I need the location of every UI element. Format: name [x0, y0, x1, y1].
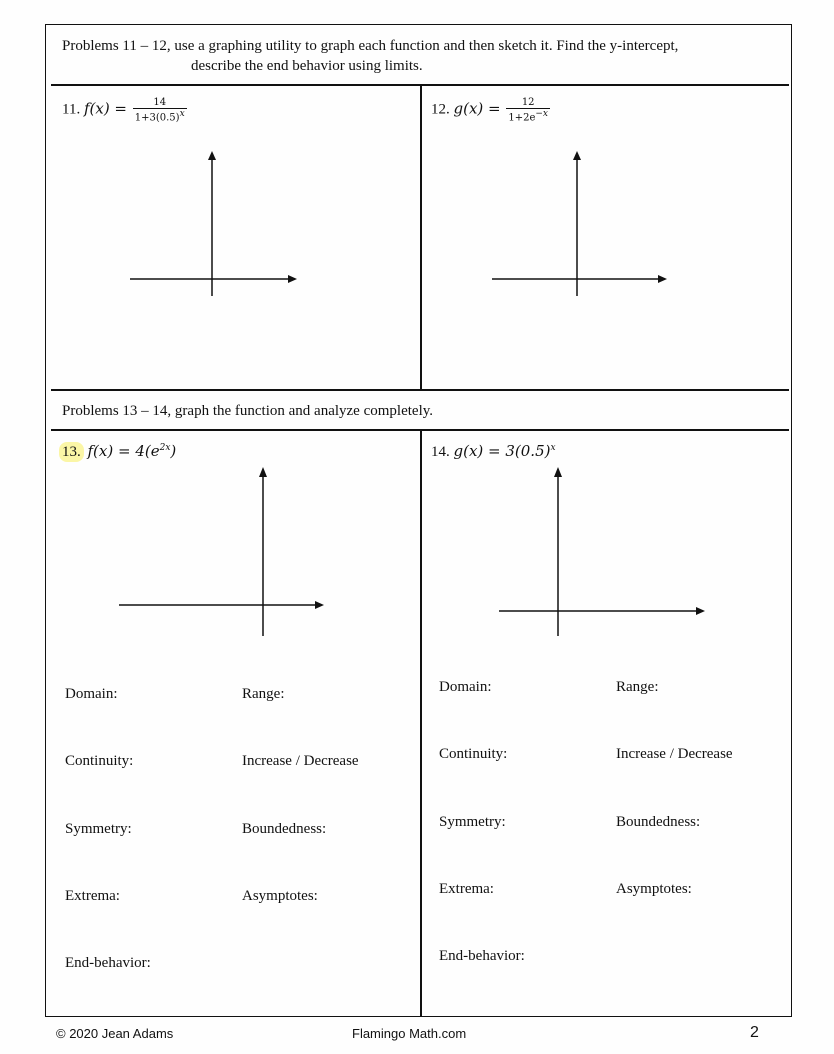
divider-vertical-upper: [420, 85, 422, 390]
p13-asymptotes-label: Asymptotes:: [242, 888, 318, 904]
section2-instructions: Problems 13 – 14, graph the function and analyze completely.: [62, 403, 434, 419]
footer-page-number: 2: [750, 1024, 759, 1041]
p13-symmetry-label: Symmetry:: [65, 821, 132, 837]
p14-extrema-label: Extrema:: [439, 881, 494, 897]
problem-14-exponent: x: [550, 443, 556, 453]
footer-copyright: © 2020 Jean Adams: [56, 1026, 174, 1041]
problem-11-number: 11.: [62, 101, 81, 118]
problem-11-lhs: f(x) =: [83, 99, 128, 118]
p13-range-label: Range:: [242, 686, 285, 702]
problem-12-denominator: 1+2e: [508, 112, 536, 124]
p14-end-behavior-label: End-behavior:: [439, 948, 525, 964]
p13-increase-decrease-label: Increase / Decrease: [242, 753, 359, 769]
problem-13-number: 13.: [59, 442, 84, 462]
p14-range-label: Range:: [616, 679, 659, 695]
problem-11-fraction: [133, 97, 187, 123]
p14-boundedness-label: Boundedness:: [616, 814, 701, 830]
footer-site: Flamingo Math.com: [352, 1026, 467, 1041]
problem-11-label: [62, 97, 189, 123]
p13-boundedness-label: Boundedness:: [242, 821, 327, 837]
problem-14-number: 14.: [431, 444, 450, 460]
p13-continuity-label: Continuity:: [65, 753, 134, 769]
p14-symmetry-label: Symmetry:: [439, 814, 506, 830]
problem-14-label: [431, 442, 556, 461]
problem-13-close: ): [170, 442, 177, 460]
problem-11-denominator: 1+3(0.5): [134, 112, 180, 124]
problem-11-axes: [125, 150, 305, 300]
p13-end-behavior-label: End-behavior:: [65, 955, 151, 971]
problem-13-axes: [115, 466, 330, 641]
problem-13-expr: f(x) = 4(e: [87, 442, 160, 460]
section1-instructions-line2: describe the end behavior using limits.: [191, 58, 423, 74]
problem-11-numerator: 14: [153, 97, 167, 108]
problem-11-exponent: x: [179, 109, 185, 119]
p14-asymptotes-label: Asymptotes:: [616, 881, 692, 897]
problem-12-number: 12.: [431, 101, 450, 118]
problem-14-expr: g(x) = 3(0.5): [453, 442, 551, 460]
p13-extrema-label: Extrema:: [65, 888, 120, 904]
section1-instructions-line1: Problems 11 – 12, use a graphing utility to graph each function and then sketch it. Find the y-intercept,: [62, 38, 679, 54]
p14-domain-label: Domain:: [439, 679, 492, 695]
divider-vertical-lower: [420, 430, 422, 1017]
problem-13-label: [62, 442, 176, 461]
problem-13-exponent: 2x: [159, 443, 171, 453]
problem-12-exponent: −x: [535, 109, 549, 119]
problem-12-axes: [487, 150, 672, 300]
p13-domain-label: Domain:: [65, 686, 118, 702]
p14-increase-decrease-label: Increase / Decrease: [616, 746, 733, 762]
problem-12-fraction: [506, 97, 550, 123]
problem-12-lhs: g(x) =: [453, 99, 501, 118]
problem-12-numerator: 12: [521, 97, 535, 108]
problem-12-label: [431, 97, 552, 123]
problem-14-axes: [495, 466, 710, 641]
p14-continuity-label: Continuity:: [439, 746, 508, 762]
divider-middle: [51, 389, 789, 391]
